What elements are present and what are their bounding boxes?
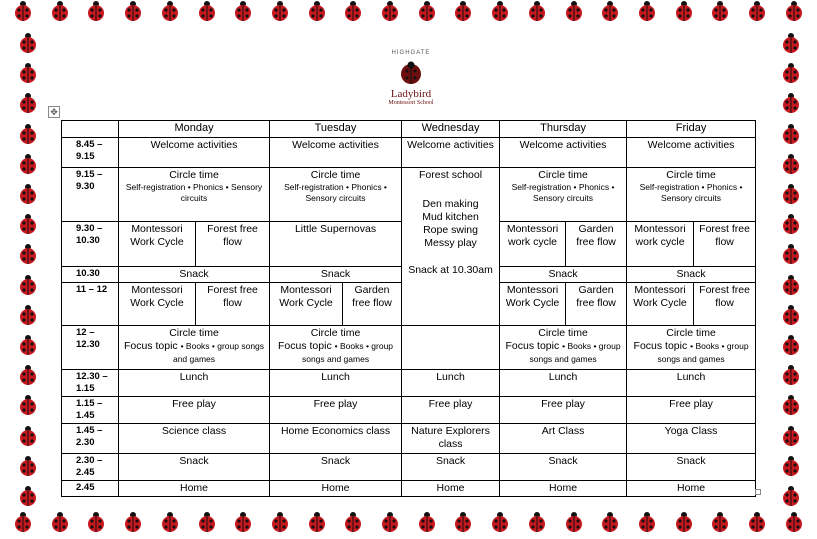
ladybird-icon xyxy=(269,511,291,533)
table-row xyxy=(62,369,756,396)
border-top xyxy=(0,0,817,28)
circle-time-cell xyxy=(119,167,270,221)
cell: Forest free flow xyxy=(694,221,756,266)
cell: Home Economics class xyxy=(270,423,402,453)
ladybird-icon xyxy=(673,0,695,22)
cell: Montessori Work Cycle xyxy=(627,282,694,325)
cell-title: Circle time xyxy=(666,326,716,339)
ladybird-icon xyxy=(783,511,805,533)
ladybird-icon xyxy=(780,62,802,84)
ladybird-icon xyxy=(17,213,39,235)
time-cell: 12.30 – 1.15 xyxy=(62,369,119,396)
corner-cell xyxy=(62,121,119,138)
cell: Art Class xyxy=(500,423,627,453)
cell: Montessori Work Cycle xyxy=(119,221,196,266)
ladybird-icon xyxy=(780,243,802,265)
table-row xyxy=(62,480,756,496)
time-cell: 8.45 – 9.15 xyxy=(62,137,119,167)
ladybird-icon xyxy=(780,153,802,175)
activity-item: Rope swing xyxy=(423,224,478,237)
ladybird-icon xyxy=(746,511,768,533)
ladybird-icon xyxy=(673,511,695,533)
ladybird-icon xyxy=(17,62,39,84)
cell: Snack xyxy=(270,266,402,282)
timetable xyxy=(61,120,756,497)
ladybird-logo-icon xyxy=(398,60,424,86)
cell: Home xyxy=(402,480,500,496)
cell: Little Supernovas xyxy=(270,221,402,266)
ladybird-icon xyxy=(780,213,802,235)
cell-detail: • Books • group songs and games xyxy=(657,341,749,365)
ladybird-icon xyxy=(489,0,511,22)
ladybird-icon xyxy=(85,511,107,533)
time-cell: 9.30 – 10.30 xyxy=(62,221,119,266)
day-header-tuesday: Tuesday xyxy=(270,121,402,138)
time-cell: 1.45 – 2.30 xyxy=(62,423,119,453)
ladybird-icon xyxy=(17,364,39,386)
ladybird-icon xyxy=(780,304,802,326)
time-cell: 2.30 – 2.45 xyxy=(62,453,119,480)
ladybird-icon xyxy=(780,455,802,477)
time-cell: 2.45 xyxy=(62,480,119,496)
focus-topic: Focus topic xyxy=(633,340,688,352)
ladybird-icon xyxy=(17,485,39,507)
cell: Montessori Work Cycle xyxy=(119,282,196,325)
ladybird-icon xyxy=(780,123,802,145)
cell: Welcome activities xyxy=(402,137,500,167)
day-header-friday: Friday xyxy=(627,121,756,138)
ladybird-icon xyxy=(49,0,71,22)
table-move-handle[interactable]: ✥ xyxy=(48,106,60,118)
table-row xyxy=(62,423,756,453)
cell: Free play xyxy=(627,396,756,423)
activity-item: Den making xyxy=(422,197,479,210)
cell: Montessori work cycle xyxy=(500,221,566,266)
cell: Welcome activities xyxy=(119,137,270,167)
ladybird-icon xyxy=(416,0,438,22)
cell: Home xyxy=(500,480,627,496)
cell-detail: • Books • group songs and games xyxy=(172,341,265,365)
cell: Snack xyxy=(270,453,402,480)
table-row xyxy=(62,167,756,221)
ladybird-icon xyxy=(17,394,39,416)
cell: Home xyxy=(627,480,756,496)
ladybird-icon xyxy=(636,511,658,533)
circle-time-cell xyxy=(270,167,402,221)
cell: Free play xyxy=(402,396,500,423)
ladybird-icon xyxy=(780,364,802,386)
ladybird-icon xyxy=(379,511,401,533)
activity-item: Mud kitchen xyxy=(422,211,479,223)
ladybird-icon xyxy=(416,511,438,533)
time-cell: 1.15 – 1.45 xyxy=(62,396,119,423)
ladybird-icon xyxy=(599,511,621,533)
ladybird-icon xyxy=(780,394,802,416)
ladybird-icon xyxy=(17,123,39,145)
ladybird-icon xyxy=(17,32,39,54)
cell-detail: Self-registration • Phonics • Sensory circuits xyxy=(125,181,263,203)
ladybird-icon xyxy=(780,485,802,507)
cell: Forest free flow xyxy=(694,282,756,325)
focus-cell xyxy=(270,325,402,369)
cell: Yoga Class xyxy=(627,423,756,453)
ladybird-icon xyxy=(196,511,218,533)
circle-time-cell xyxy=(627,167,756,221)
circle-time-cell xyxy=(500,167,627,221)
ladybird-icon xyxy=(780,92,802,114)
ladybird-icon xyxy=(17,304,39,326)
cell-title: Circle time xyxy=(310,326,361,339)
cell-detail: Self-registration • Phonics • Sensory circuits xyxy=(511,181,615,203)
cell: Home xyxy=(270,480,402,496)
cell: Welcome activities xyxy=(627,137,756,167)
cell: Home xyxy=(119,480,270,496)
ladybird-icon xyxy=(196,0,218,22)
focus-cell xyxy=(627,325,756,369)
ladybird-icon xyxy=(709,0,731,22)
ladybird-icon xyxy=(12,511,34,533)
ladybird-icon xyxy=(159,511,181,533)
ladybird-icon xyxy=(269,0,291,22)
ladybird-icon xyxy=(599,0,621,22)
ladybird-icon xyxy=(12,0,34,22)
cell: Snack xyxy=(500,266,627,282)
table-row xyxy=(62,137,756,167)
ladybird-icon xyxy=(780,183,802,205)
ladybird-icon xyxy=(452,511,474,533)
cell-title: Circle time xyxy=(169,168,219,181)
cell: Garden free flow xyxy=(566,282,627,325)
cell: Snack xyxy=(119,453,270,480)
cell-detail: • Books • group songs and games xyxy=(301,341,394,365)
cell: Montessori work cycle xyxy=(627,221,694,266)
cell-detail: Self-registration • Phonics • Sensory circuits xyxy=(284,181,387,203)
focus-topic: Focus topic xyxy=(278,340,332,352)
ladybird-icon xyxy=(17,243,39,265)
ladybird-icon xyxy=(49,511,71,533)
cell: Snack xyxy=(627,266,756,282)
border-right xyxy=(777,28,805,511)
table-resize-handle[interactable] xyxy=(755,489,761,495)
ladybird-icon xyxy=(17,455,39,477)
ladybird-icon xyxy=(342,0,364,22)
cell: Montessori Work Cycle xyxy=(500,282,566,325)
cell: Lunch xyxy=(627,369,756,396)
time-cell: 9.15 – 9.30 xyxy=(62,167,119,221)
cell: Lunch xyxy=(119,369,270,396)
time-cell: 12 – 12.30 xyxy=(62,325,119,369)
ladybird-icon xyxy=(526,0,548,22)
cell-title: Circle time xyxy=(666,168,716,181)
cell: Garden free flow xyxy=(566,221,627,266)
ladybird-icon xyxy=(780,425,802,447)
ladybird-icon xyxy=(452,0,474,22)
ladybird-icon xyxy=(342,511,364,533)
cell: Forest free flow xyxy=(196,282,270,325)
school-logo xyxy=(378,44,444,110)
ladybird-icon xyxy=(17,334,39,356)
cell: Garden free flow xyxy=(343,282,402,325)
ladybird-icon xyxy=(159,0,181,22)
cell: Free play xyxy=(270,396,402,423)
ladybird-icon xyxy=(780,274,802,296)
cell: Snack xyxy=(119,266,270,282)
header-row xyxy=(62,121,756,138)
cell: Montessori Work Cycle xyxy=(270,282,343,325)
cell: Snack xyxy=(500,453,627,480)
ladybird-icon xyxy=(306,511,328,533)
ladybird-icon xyxy=(780,32,802,54)
time-cell: 10.30 xyxy=(62,266,119,282)
ladybird-icon xyxy=(636,0,658,22)
empty-cell xyxy=(402,325,500,369)
cell-title: Circle time xyxy=(310,168,361,181)
focus-cell xyxy=(119,325,270,369)
cell: Free play xyxy=(500,396,627,423)
ladybird-icon xyxy=(122,0,144,22)
day-header-thursday: Thursday xyxy=(500,121,627,138)
border-bottom xyxy=(0,511,817,539)
ladybird-icon xyxy=(122,511,144,533)
table-row xyxy=(62,325,756,369)
cell: Snack xyxy=(627,453,756,480)
ladybird-icon xyxy=(17,425,39,447)
day-header-monday: Monday xyxy=(119,121,270,138)
logo-arc-text: HIGHGATE xyxy=(391,50,431,56)
ladybird-icon xyxy=(526,511,548,533)
border-left xyxy=(14,28,42,511)
cell: Lunch xyxy=(500,369,627,396)
cell-detail: Self-registration • Phonics • Sensory circuits xyxy=(639,181,743,203)
forest-school-cell xyxy=(402,167,500,325)
cell: Lunch xyxy=(402,369,500,396)
cell-title: Circle time xyxy=(538,168,588,181)
cell-title: Circle time xyxy=(538,326,588,339)
ladybird-icon xyxy=(563,511,585,533)
cell: Forest free flow xyxy=(196,221,270,266)
table-row xyxy=(62,396,756,423)
ladybird-icon xyxy=(85,0,107,22)
focus-topic: Focus topic xyxy=(505,340,560,352)
ladybird-icon xyxy=(379,0,401,22)
logo-subtitle: Montessori School xyxy=(388,100,434,106)
ladybird-icon xyxy=(17,92,39,114)
cell: Free play xyxy=(119,396,270,423)
cell-detail: • Books • group songs and games xyxy=(529,341,621,365)
cell: Welcome activities xyxy=(500,137,627,167)
cell: Nature Explorers class xyxy=(402,423,500,453)
cell: Science class xyxy=(119,423,270,453)
ladybird-icon xyxy=(746,0,768,22)
ladybird-icon xyxy=(709,511,731,533)
ladybird-icon xyxy=(17,183,39,205)
forest-school-title: Forest school xyxy=(419,168,483,181)
ladybird-icon xyxy=(780,334,802,356)
cell: Welcome activities xyxy=(270,137,402,167)
table-row xyxy=(62,453,756,480)
ladybird-icon xyxy=(232,511,254,533)
ladybird-icon xyxy=(306,0,328,22)
day-header-wednesday: Wednesday xyxy=(402,121,500,138)
ladybird-icon xyxy=(232,0,254,22)
activity-item: Messy play xyxy=(424,237,477,250)
logo-name: Ladybird xyxy=(390,88,432,100)
ladybird-icon xyxy=(489,511,511,533)
ladybird-icon xyxy=(563,0,585,22)
ladybird-icon xyxy=(783,0,805,22)
focus-cell xyxy=(500,325,627,369)
snack-note: Snack at 10.30am xyxy=(408,264,493,277)
focus-topic: Focus topic xyxy=(123,340,178,352)
ladybird-icon xyxy=(17,274,39,296)
cell: Snack xyxy=(402,453,500,480)
time-cell: 11 – 12 xyxy=(62,282,119,325)
cell: Lunch xyxy=(270,369,402,396)
cell-title: Circle time xyxy=(169,326,219,339)
ladybird-icon xyxy=(17,153,39,175)
